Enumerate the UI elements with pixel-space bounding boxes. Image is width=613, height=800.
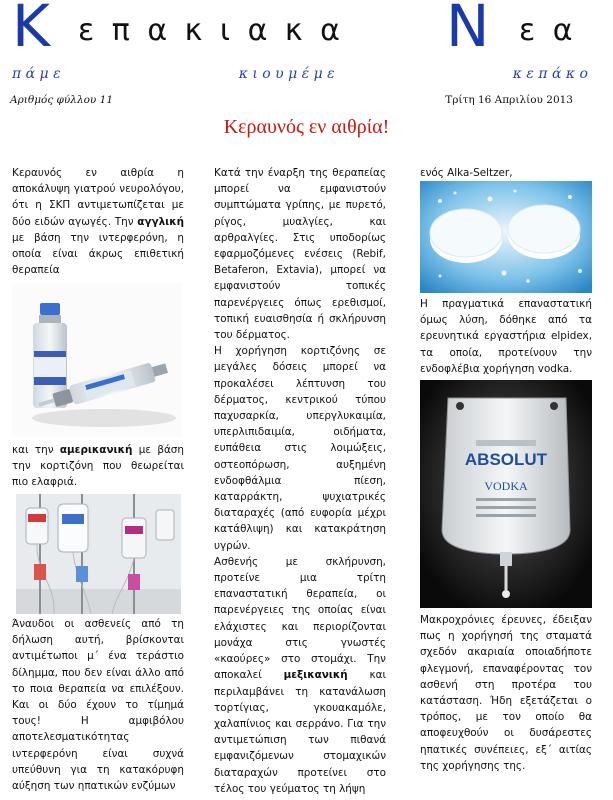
masthead [6,0,606,60]
vial-and-syringe-icon [12,283,182,437]
masthead-word-kepakiaka: ε π α κ ι α κ α [78,13,344,48]
column-1-intro [12,165,184,278]
vodka-iv-bag-image [420,380,592,608]
headline: Κεραυνός εν αιθρία! [223,116,390,138]
column-3-middle [420,296,592,377]
col2-paragraph-3: Ασθενής με σκλήρυνση, προτείνε μια τρίτη επαναστατική θεραπεία, οι παρενέργειες της οποίας είναι ελάχιστες και περιορίζονται μονάχα στις γνωστές «καούρες» στο στομάχι. Την αποκαλεί μεξικανική και περιλαμβάνει τη κατανάλωση τορτίγιας, γκουακαμόλε, χαλαπίνιος και σερράνο. Για την αντιμετώπιση των πιθανά εμφανιζόμενων στομαχικών διαταραχών προτείνει στο τέλος του γεύματος τη λήψη [214,555,386,795]
motto-word-1: π ά μ ε [12,66,61,82]
col1-paragraph-1: Κεραυνός εν αιθρία η αποκάλυψη γιατρού νευρολόγου, ότι η ΣΚΠ αντιμετωπίζεται με δύο ειδών αγωγές. Την αγγλική με βάση την ιντερφερόνη, η οποία είναι άκρως επιθετική θεραπεία [12,167,184,277]
col1-paragraph-2: και την αμερικανική με βάση την κορτιζόνη που θεωρείται πιο ελαφριά. [12,444,184,489]
column-1-bottom [12,616,184,794]
col1-paragraph-3: Άναυδοι οι ασθενείς από τη δήλωση αυτή, βρίσκονται αντιμέτωποι μ΄ ένα τεράστιο δίλημμα, που δεν είναι άλλο από το ποια θεραπεία να επιλέξουν. Και οι δύο έχουν το τίμημά τους! Η αμφιβόλου αποτελεσματικότητας ιντερφερόνη είναι συχνά υπεύθυνη για τη κατακόρυφη αύξηση των ηπατικών ενζύμων [12,618,184,793]
masthead-word-nea: ε α [519,13,577,48]
masthead-motto [12,66,588,82]
issue-number: Αριθμός φύλλου 11 [10,94,114,106]
vodka-iv-bag-icon [420,380,592,608]
masthead-initial-n: Ν [446,0,490,60]
col2-paragraph-2: Η χορήγηση κορτιζόνης σε μεγάλες δόσεις μπορεί να προκαλέσει λέπτυνση του δέρματος, κεντρικού τύπου παχυσαρκία, υπεργλυκαιμία, υπερλιπιδαιμία, οιδήματα, ευπάθεια στις λοιμώξεις, οστεοπόρωση, αυξημένη ενδοφθάλμια πίεση, καταρράκτη, ψυχιατρικές διαταραχές (από ευφορία μέχρι κατάθλιψη) και κατακράτηση υγρών. [214,345,386,552]
fizzing-tablets-icon [420,181,592,293]
column-3-bottom [420,612,592,774]
col3-paragraph-2: Η πραγματικά επαναστατική όμως λύση, δόθηκε από τα ερευνητικά εργαστήρια elpidex, τα οποία, προτείνουν την ενδοφλέβια χορήγηση vodka. [420,298,592,375]
column-1-middle [12,442,184,491]
column-2 [214,165,386,797]
issue-date: Τρίτη 16 Απριλίου 2013 [445,94,573,106]
motto-word-3: κ ε π ά κ ο [512,66,588,82]
iv-drip-bags-icon [16,494,181,614]
motto-word-2: κ ι ο υ μ έ μ ε [238,66,335,82]
column-3-top [420,165,592,181]
col3-paragraph-3: Μακροχρόνιες έρευνες, έδειξαν πως η χορήγησή της σταματά σχεδόν ακαριαία οποιαδήποτε φλεγμονή, επαναφέροντας τον ασθενή στη προτέρα του κατάσταση. Ήδη εξετάζεται ο τρόπος, με τον οποίο θα αποφευχθούν οι δυσάρεστες ηπατικές συνέπειες, εξ΄ αιτίας της χορήγησης της. [420,614,592,772]
iv-drips-image [16,494,181,614]
vial-syringe-image [12,283,182,437]
effervescent-tablets-image [420,181,592,293]
col3-paragraph-1: ενός Alka-Seltzer, [420,167,513,179]
col2-paragraph-1: Κατά την έναρξη της θεραπείας μπορεί να εμφανιστούν συμπτώματα γρίπης, με πυρετό, ρίγος, μυαλγίες, και αρθραλγίες. Στις υποδορίως εφαρμοζόμενες ενέσεις (Rebif, Betaferon, Extavia), μπορεί να εμφανιστούν τοπικές παρενέργειες όπως ερεθισμοί, τοπική ευαισθησία ή σκλήρυνση του δέρματος. [214,167,386,342]
bag-product-label: VODKA [484,479,528,493]
bag-brand-label: ABSOLUT [464,450,548,469]
masthead-initial-k: Κ [12,0,51,60]
